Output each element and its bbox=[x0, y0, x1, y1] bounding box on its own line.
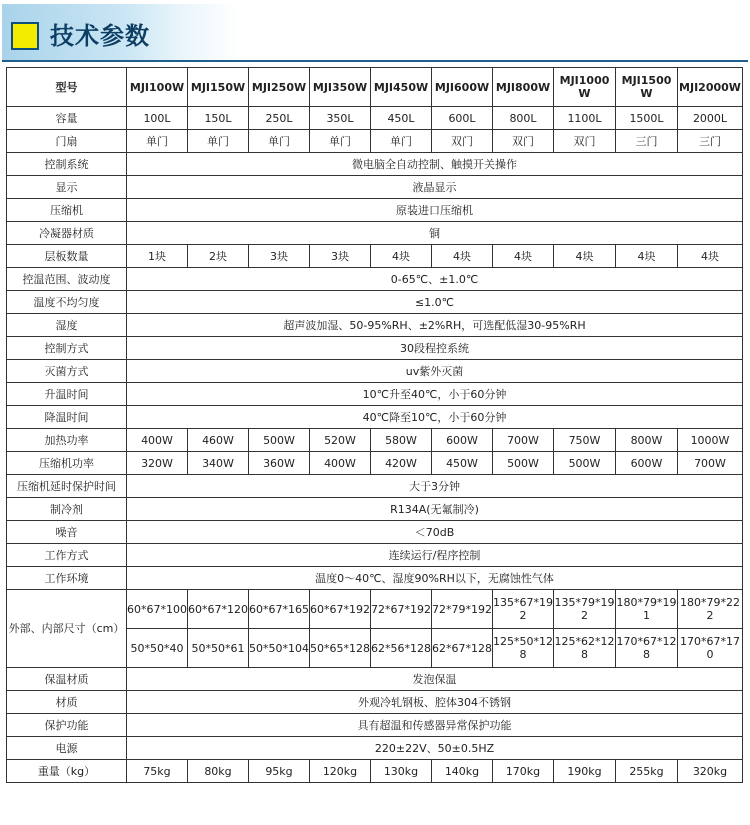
table-row bbox=[7, 737, 743, 760]
table-row bbox=[7, 567, 743, 590]
row-label-cell: 制冷剂 bbox=[7, 498, 127, 521]
value-cell: 单门 bbox=[188, 130, 249, 153]
spanned-value-cell: ≤1.0℃ bbox=[127, 291, 743, 314]
spanned-value-cell: 具有超温和传感器异常保护功能 bbox=[127, 714, 743, 737]
row-label-cell: 显示 bbox=[7, 176, 127, 199]
outer-dim-cell: 135*79*192 bbox=[554, 590, 616, 629]
inner-dim-cell: 50*50*104 bbox=[249, 629, 310, 668]
inner-dim-cell: 125*50*128 bbox=[493, 629, 554, 668]
spanned-value-cell: ＜70dB bbox=[127, 521, 743, 544]
value-cell: 1100L bbox=[554, 107, 616, 130]
table-row bbox=[7, 337, 743, 360]
value-cell: 520W bbox=[310, 429, 371, 452]
value-cell: 4块 bbox=[371, 245, 432, 268]
spanned-value-cell: 原装进口压缩机 bbox=[127, 199, 743, 222]
row-label-cell: 重量（kg） bbox=[7, 760, 127, 783]
spanned-value-cell: 外观冷轧钢板、腔体304不锈钢 bbox=[127, 691, 743, 714]
table-row bbox=[7, 291, 743, 314]
value-cell: 360W bbox=[249, 452, 310, 475]
value-cell: 600L bbox=[432, 107, 493, 130]
inner-dim-cell: 50*50*61 bbox=[188, 629, 249, 668]
model-header-cell: MJI600W bbox=[432, 68, 493, 107]
table-row bbox=[7, 222, 743, 245]
table-row-outer-dims bbox=[7, 590, 743, 629]
row-label-cell: 控温范围、波动度 bbox=[7, 268, 127, 291]
value-cell: 250L bbox=[249, 107, 310, 130]
value-cell: 单门 bbox=[371, 130, 432, 153]
value-cell: 190kg bbox=[554, 760, 616, 783]
value-cell: 150L bbox=[188, 107, 249, 130]
value-cell: 700W bbox=[678, 452, 743, 475]
section-header bbox=[2, 4, 748, 60]
spanned-value-cell: 10℃升至40℃，小于60分钟 bbox=[127, 383, 743, 406]
row-label-cell: 保护功能 bbox=[7, 714, 127, 737]
value-cell: 400W bbox=[310, 452, 371, 475]
outer-dim-cell: 180*79*222 bbox=[678, 590, 743, 629]
value-cell: 80kg bbox=[188, 760, 249, 783]
inner-dim-cell: 170*67*128 bbox=[616, 629, 678, 668]
model-header-cell: MJI250W bbox=[249, 68, 310, 107]
table-row bbox=[7, 475, 743, 498]
model-header-cell: MJI1000W bbox=[554, 68, 616, 107]
value-cell: 4块 bbox=[432, 245, 493, 268]
table-header-row bbox=[7, 68, 743, 107]
row-label-cell: 控制系统 bbox=[7, 153, 127, 176]
table-row bbox=[7, 314, 743, 337]
spanned-value-cell: 铜 bbox=[127, 222, 743, 245]
value-cell: 750W bbox=[554, 429, 616, 452]
value-cell: 500W bbox=[554, 452, 616, 475]
value-cell: 500W bbox=[249, 429, 310, 452]
table-row bbox=[7, 760, 743, 783]
value-cell: 350L bbox=[310, 107, 371, 130]
table-row bbox=[7, 668, 743, 691]
row-label-cell: 灭菌方式 bbox=[7, 360, 127, 383]
table-row bbox=[7, 714, 743, 737]
model-header-cell: MJI450W bbox=[371, 68, 432, 107]
spanned-value-cell: 液晶显示 bbox=[127, 176, 743, 199]
value-cell: 4块 bbox=[678, 245, 743, 268]
row-label-cell: 湿度 bbox=[7, 314, 127, 337]
inner-dim-cell: 50*65*128 bbox=[310, 629, 371, 668]
value-cell: 3块 bbox=[249, 245, 310, 268]
row-label-cell: 外部、内部尺寸（cm） bbox=[7, 590, 127, 668]
outer-dim-cell: 72*67*192 bbox=[371, 590, 432, 629]
row-label-cell: 材质 bbox=[7, 691, 127, 714]
value-cell: 4块 bbox=[554, 245, 616, 268]
value-cell: 500W bbox=[493, 452, 554, 475]
value-cell: 3块 bbox=[310, 245, 371, 268]
model-header-cell: MJI1500W bbox=[616, 68, 678, 107]
value-cell: 800W bbox=[616, 429, 678, 452]
value-cell: 1000W bbox=[678, 429, 743, 452]
value-cell: 800L bbox=[493, 107, 554, 130]
model-header-cell: MJI2000W bbox=[678, 68, 743, 107]
value-cell: 320W bbox=[127, 452, 188, 475]
model-label-cell: 型号 bbox=[7, 68, 127, 107]
outer-dim-cell: 135*67*192 bbox=[493, 590, 554, 629]
value-cell: 4块 bbox=[493, 245, 554, 268]
spanned-value-cell: 40℃降至10℃，小于60分钟 bbox=[127, 406, 743, 429]
value-cell: 120kg bbox=[310, 760, 371, 783]
table-row bbox=[7, 544, 743, 567]
row-label-cell: 冷凝器材质 bbox=[7, 222, 127, 245]
table-row bbox=[7, 452, 743, 475]
row-label-cell: 保温材质 bbox=[7, 668, 127, 691]
table-row bbox=[7, 245, 743, 268]
value-cell: 450L bbox=[371, 107, 432, 130]
row-label-cell: 温度不均匀度 bbox=[7, 291, 127, 314]
value-cell: 双门 bbox=[432, 130, 493, 153]
table-row bbox=[7, 383, 743, 406]
spanned-value-cell: 连续运行/程序控制 bbox=[127, 544, 743, 567]
table-row bbox=[7, 107, 743, 130]
inner-dim-cell: 50*50*40 bbox=[127, 629, 188, 668]
row-label-cell: 容量 bbox=[7, 107, 127, 130]
spanned-value-cell: 微电脑全自动控制、触摸开关操作 bbox=[127, 153, 743, 176]
spanned-value-cell: 发泡保温 bbox=[127, 668, 743, 691]
inner-dim-cell: 62*56*128 bbox=[371, 629, 432, 668]
value-cell: 340W bbox=[188, 452, 249, 475]
value-cell: 三门 bbox=[678, 130, 743, 153]
value-cell: 600W bbox=[616, 452, 678, 475]
spanned-value-cell: R134A(无氟制冷) bbox=[127, 498, 743, 521]
value-cell: 320kg bbox=[678, 760, 743, 783]
table-row bbox=[7, 199, 743, 222]
value-cell: 100L bbox=[127, 107, 188, 130]
table-row bbox=[7, 130, 743, 153]
value-cell: 460W bbox=[188, 429, 249, 452]
row-label-cell: 门扇 bbox=[7, 130, 127, 153]
table-row bbox=[7, 176, 743, 199]
value-cell: 170kg bbox=[493, 760, 554, 783]
outer-dim-cell: 72*79*192 bbox=[432, 590, 493, 629]
value-cell: 单门 bbox=[310, 130, 371, 153]
value-cell: 420W bbox=[371, 452, 432, 475]
spec-table bbox=[6, 67, 743, 783]
value-cell: 140kg bbox=[432, 760, 493, 783]
table-row bbox=[7, 498, 743, 521]
outer-dim-cell: 60*67*100 bbox=[127, 590, 188, 629]
value-cell: 700W bbox=[493, 429, 554, 452]
row-label-cell: 层板数量 bbox=[7, 245, 127, 268]
value-cell: 400W bbox=[127, 429, 188, 452]
row-label-cell: 压缩机功率 bbox=[7, 452, 127, 475]
row-label-cell: 加热功率 bbox=[7, 429, 127, 452]
value-cell: 三门 bbox=[616, 130, 678, 153]
inner-dim-cell: 62*67*128 bbox=[432, 629, 493, 668]
value-cell: 双门 bbox=[554, 130, 616, 153]
model-header-cell: MJI800W bbox=[493, 68, 554, 107]
value-cell: 1块 bbox=[127, 245, 188, 268]
table-row bbox=[7, 360, 743, 383]
value-cell: 2000L bbox=[678, 107, 743, 130]
value-cell: 600W bbox=[432, 429, 493, 452]
outer-dim-cell: 180*79*191 bbox=[616, 590, 678, 629]
header-fade bbox=[180, 4, 240, 60]
model-header-cell: MJI350W bbox=[310, 68, 371, 107]
spanned-value-cell: 温度0～40℃、湿度90%RH以下，无腐蚀性气体 bbox=[127, 567, 743, 590]
row-label-cell: 工作环境 bbox=[7, 567, 127, 590]
inner-dim-cell: 170*67*170 bbox=[678, 629, 743, 668]
value-cell: 双门 bbox=[493, 130, 554, 153]
spanned-value-cell: 220±22V、50±0.5HZ bbox=[127, 737, 743, 760]
row-label-cell: 压缩机 bbox=[7, 199, 127, 222]
value-cell: 95kg bbox=[249, 760, 310, 783]
outer-dim-cell: 60*67*165 bbox=[249, 590, 310, 629]
table-row bbox=[7, 406, 743, 429]
table-row bbox=[7, 268, 743, 291]
value-cell: 130kg bbox=[371, 760, 432, 783]
row-label-cell: 压缩机延时保护时间 bbox=[7, 475, 127, 498]
value-cell: 单门 bbox=[127, 130, 188, 153]
value-cell: 255kg bbox=[616, 760, 678, 783]
row-label-cell: 工作方式 bbox=[7, 544, 127, 567]
value-cell: 4块 bbox=[616, 245, 678, 268]
square-bullet-icon bbox=[11, 22, 39, 50]
spanned-value-cell: 大于3分钟 bbox=[127, 475, 743, 498]
spanned-value-cell: uv紫外灭菌 bbox=[127, 360, 743, 383]
value-cell: 1500L bbox=[616, 107, 678, 130]
row-label-cell: 电源 bbox=[7, 737, 127, 760]
section-title: 技术参数 bbox=[50, 22, 150, 50]
value-cell: 450W bbox=[432, 452, 493, 475]
model-header-cell: MJI150W bbox=[188, 68, 249, 107]
value-cell: 75kg bbox=[127, 760, 188, 783]
outer-dim-cell: 60*67*192 bbox=[310, 590, 371, 629]
row-label-cell: 降温时间 bbox=[7, 406, 127, 429]
outer-dim-cell: 60*67*120 bbox=[188, 590, 249, 629]
inner-dim-cell: 125*62*128 bbox=[554, 629, 616, 668]
row-label-cell: 噪音 bbox=[7, 521, 127, 544]
spanned-value-cell: 0-65℃、±1.0℃ bbox=[127, 268, 743, 291]
header-divider bbox=[2, 60, 748, 62]
table-row bbox=[7, 521, 743, 544]
table-row bbox=[7, 429, 743, 452]
spanned-value-cell: 超声波加湿、50-95%RH、±2%RH，可选配低湿30-95%RH bbox=[127, 314, 743, 337]
row-label-cell: 升温时间 bbox=[7, 383, 127, 406]
table-row bbox=[7, 691, 743, 714]
model-header-cell: MJI100W bbox=[127, 68, 188, 107]
value-cell: 580W bbox=[371, 429, 432, 452]
row-label-cell: 控制方式 bbox=[7, 337, 127, 360]
value-cell: 2块 bbox=[188, 245, 249, 268]
spanned-value-cell: 30段程控系统 bbox=[127, 337, 743, 360]
table-row bbox=[7, 153, 743, 176]
value-cell: 单门 bbox=[249, 130, 310, 153]
